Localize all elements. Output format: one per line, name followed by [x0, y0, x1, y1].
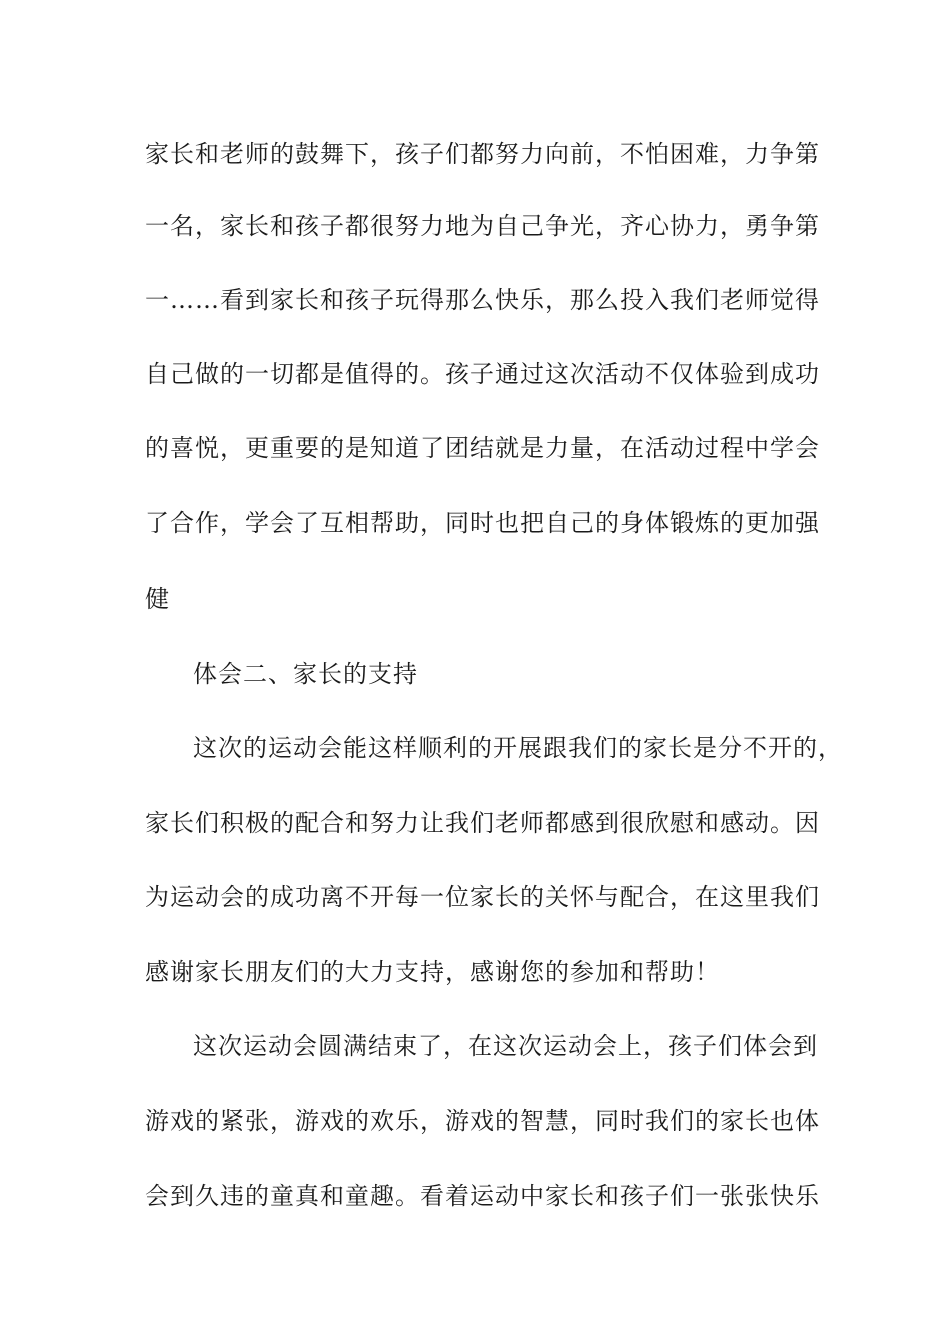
paragraph-line: 家长和老师的鼓舞下，孩子们都努力向前，不怕困难，力争第 [145, 140, 820, 168]
paragraph-line: 自己做的一切都是值得的。孩子通过这次活动不仅体验到成功 [145, 360, 820, 388]
paragraph-line: 这次的运动会能这样顺利的开展跟我们的家长是分不开的， [193, 734, 843, 762]
paragraph-line: 家长们积极的配合和努力让我们老师都感到很欣慰和感动。因 [145, 809, 820, 837]
paragraph-line: 游戏的紧张，游戏的欢乐，游戏的智慧，同时我们的家长也体 [145, 1107, 820, 1135]
paragraph-line: 的喜悦，更重要的是知道了团结就是力量，在活动过程中学会 [145, 434, 820, 462]
paragraph-line: 会到久违的童真和童趣。看着运动中家长和孩子们一张张快乐 [145, 1182, 820, 1210]
paragraph-line: 为运动会的成功离不开每一位家长的关怀与配合，在这里我们 [145, 883, 820, 911]
paragraph-line: 感谢家长朋友们的大力支持，感谢您的参加和帮助！ [145, 958, 720, 986]
paragraph-line: 一名，家长和孩子都很努力地为自己争光，齐心协力，勇争第 [145, 212, 820, 240]
section-heading: 体会二、家长的支持 [193, 660, 418, 688]
paragraph-line: 这次运动会圆满结束了，在这次运动会上，孩子们体会到 [193, 1032, 818, 1060]
paragraph-line: 健 [145, 585, 170, 613]
paragraph-line: 了合作，学会了互相帮助，同时也把自己的身体锻炼的更加强 [145, 509, 820, 537]
paragraph-line: 一……看到家长和孩子玩得那么快乐，那么投入我们老师觉得 [145, 286, 820, 314]
